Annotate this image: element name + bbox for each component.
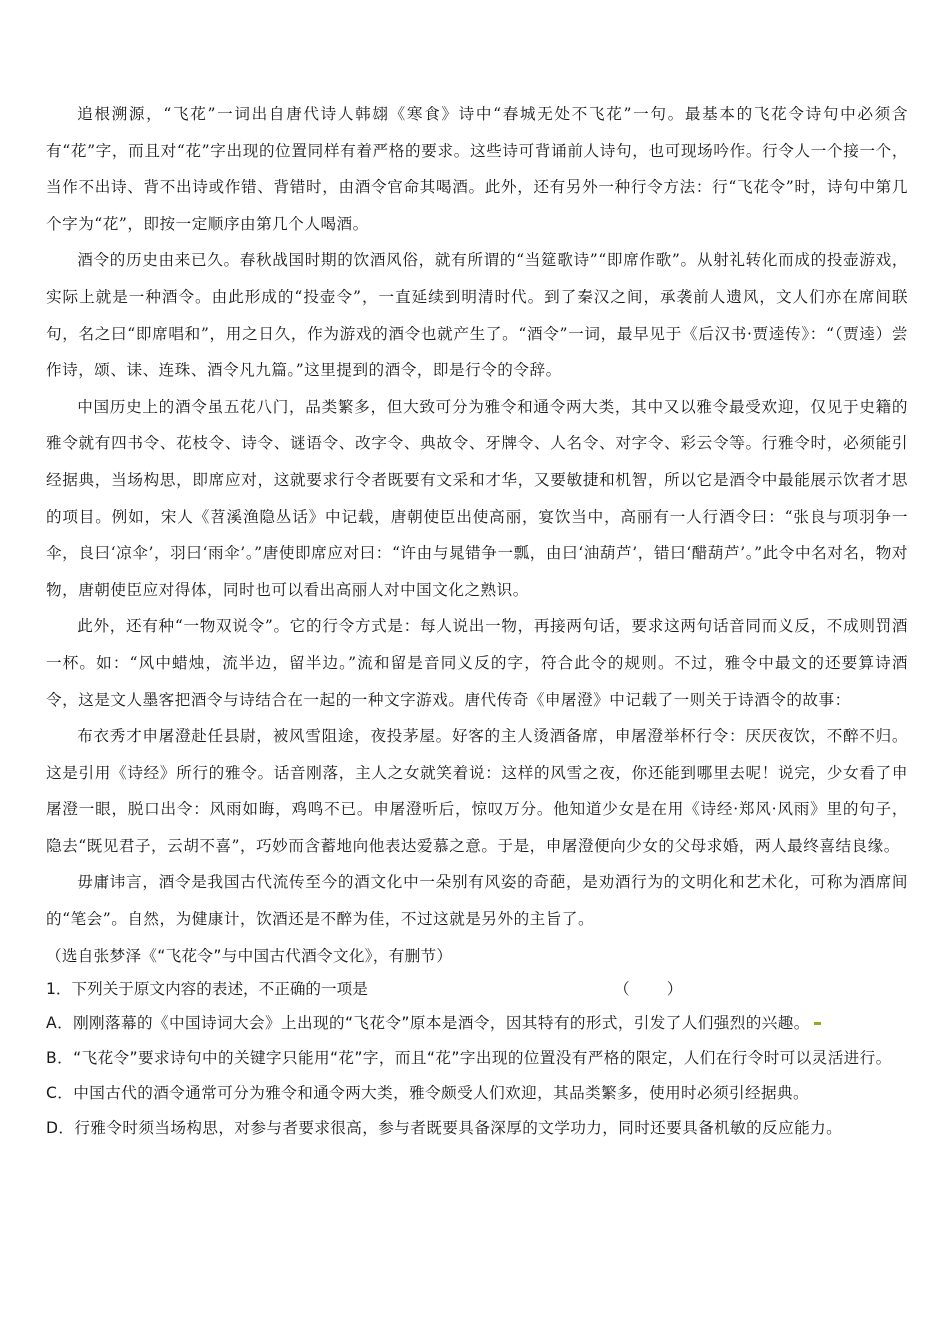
option-a-label: A． xyxy=(46,1013,74,1032)
option-c-label: C． xyxy=(46,1083,74,1102)
passage-paragraph-4: 此外，还有种“一物双说令”。它的行令方式是：每人说出一物，再接两句话，要求这两句话音同而义反，不成则罚酒一杯。如：“风中蜡烛，流半边，留半边。”流和留是音同义反的字，符合此令的规则。不过，雅令中最文的还要算诗酒令，这是文人墨客把酒令与诗结合在一起的一种文字游戏。唐代传奇《申屠澄》中记载了一则关于诗酒令的故事： xyxy=(46,617,908,709)
option-b-label: B． xyxy=(46,1048,74,1067)
answer-bracket: （ ） xyxy=(614,979,685,998)
passage-paragraph-3: 中国历史上的酒令虽五花八门，品类繁多，但大致可分为雅令和通令两大类，其中又以雅令最受欢迎，仅见于史籍的雅令就有四书令、花枝令、诗令、谜语令、改字令、典故令、牙牌令、人名令、对字令、彩云令等。行雅令时，必须能引经据典，当场构思，即席应对，这就要求行令者既要有文采和才华，又要敏捷和机智，所以它是酒令中最能展示饮者才思的项目。例如，宋人《苕溪渔隐丛话》中记载，唐朝使臣出使高丽，宴饮当中，高丽有一人行酒令曰：“张良与项羽争一伞，良曰‘凉伞’，羽曰‘雨伞’。”唐使即席应对曰：“许由与晁错争一瓢，由曰‘油葫芦’，错曰‘醋葫芦’。”此令中名对名，物对物，唐朝使臣应对得体，同时也可以看出高丽人对中国文化之熟识。 xyxy=(46,397,908,599)
option-b xyxy=(46,1041,908,1076)
option-b-text: “飞花令”要求诗句中的关键字只能用“花”字，而且“花”字出现的位置没有严格的限定，人们在行令时可以灵活进行。 xyxy=(73,1048,892,1067)
option-d xyxy=(46,1111,908,1146)
passage-paragraph-5: 布衣秀才申屠澄赴任县尉，被风雪阻途，夜投茅屋。好客的主人烫酒备席，申屠澄举杯行令：厌厌夜饮，不醉不归。这是引用《诗经》所行的雅令。话音刚落，主人之女就笑着说：这样的风雪之夜，你还能到哪里去呢！说完，少女看了申屠澄一眼，脱口出令：风雨如晦，鸡鸣不已。申屠澄听后，惊叹万分。他知道少女是在用《诗经·郑风·风雨》里的句子，隐去“既见君子，云胡不喜”，巧妙而含蓄地向他表达爱慕之意。于是，申屠澄便向少女的父母求婚，两人最终喜结良缘。 xyxy=(46,727,908,855)
option-d-label: D． xyxy=(46,1118,75,1137)
option-c-text: 中国古代的酒令通常可分为雅令和通令两大类，雅令颇受人们欢迎，其品类繁多，使用时必须引经据典。 xyxy=(73,1083,810,1102)
passage-paragraph-6: 毋庸讳言，酒令是我国古代流传至今的酒文化中一朵别有风姿的奇葩，是劝酒行为的文明化和艺术化，可称为酒席间的“笔会”。自然，为健康计，饮酒还是不醉为佳，不过这就是另外的主旨了。 xyxy=(46,873,908,929)
marker-icon xyxy=(814,1022,821,1025)
passage-paragraph-2: 酒令的历史由来已久。春秋战国时期的饮酒风俗，就有所谓的“当筵歌诗”“即席作歌”。从射礼转化而成的投壶游戏，实际上就是一种酒令。由此形成的“投壶令”，一直延续到明清时代。到了秦汉之间，承袭前人遗风，文人们亦在席间联句，名之曰“即席唱和”，用之日久，作为游戏的酒令也就产生了。“酒令”一词，最早见于《后汉书·贾逵传》：“（贾逵）尝作诗，颂、诔、连珠、酒令凡九篇。”这里提到的酒令，即是行令的令辞。 xyxy=(46,251,908,380)
option-a xyxy=(46,1006,908,1041)
document-page xyxy=(46,96,908,1146)
passage-source: （选自张梦泽《“飞花令”与中国古代酒令文化》，有删节） xyxy=(46,946,453,965)
option-c xyxy=(46,1076,908,1111)
question-stem: 1．下列关于原文内容的表述，不正确的一项是 xyxy=(46,979,368,998)
option-a-text: 刚刚落幕的《中国诗词大会》上出现的“飞花令”原本是酒令，因其特有的形式，引发了人们强烈的兴趣。 xyxy=(73,1013,810,1032)
option-d-text: 行雅令时须当场构思，对参与者要求很高，参与者既要具备深厚的文学功力，同时还要具备机敏的反应能力。 xyxy=(74,1118,843,1137)
passage-paragraph-1: 追根溯源，“飞花”一词出自唐代诗人韩翃《寒食》诗中“春城无处不飞花”一句。最基本的飞花令诗句中必须含有“花”字，而且对“花”字出现的位置同样有着严格的要求。这些诗可背诵前人诗句，也可现场吟作。行令人一个接一个，当作不出诗、背不出诗或作错、背错时，由酒令官命其喝酒。此外，还有另外一种行令方法：行“飞花令”时，诗句中第几个字为“花”，即按一定顺序由第几个人喝酒。 xyxy=(46,105,908,233)
question-stem-row xyxy=(46,972,908,1006)
